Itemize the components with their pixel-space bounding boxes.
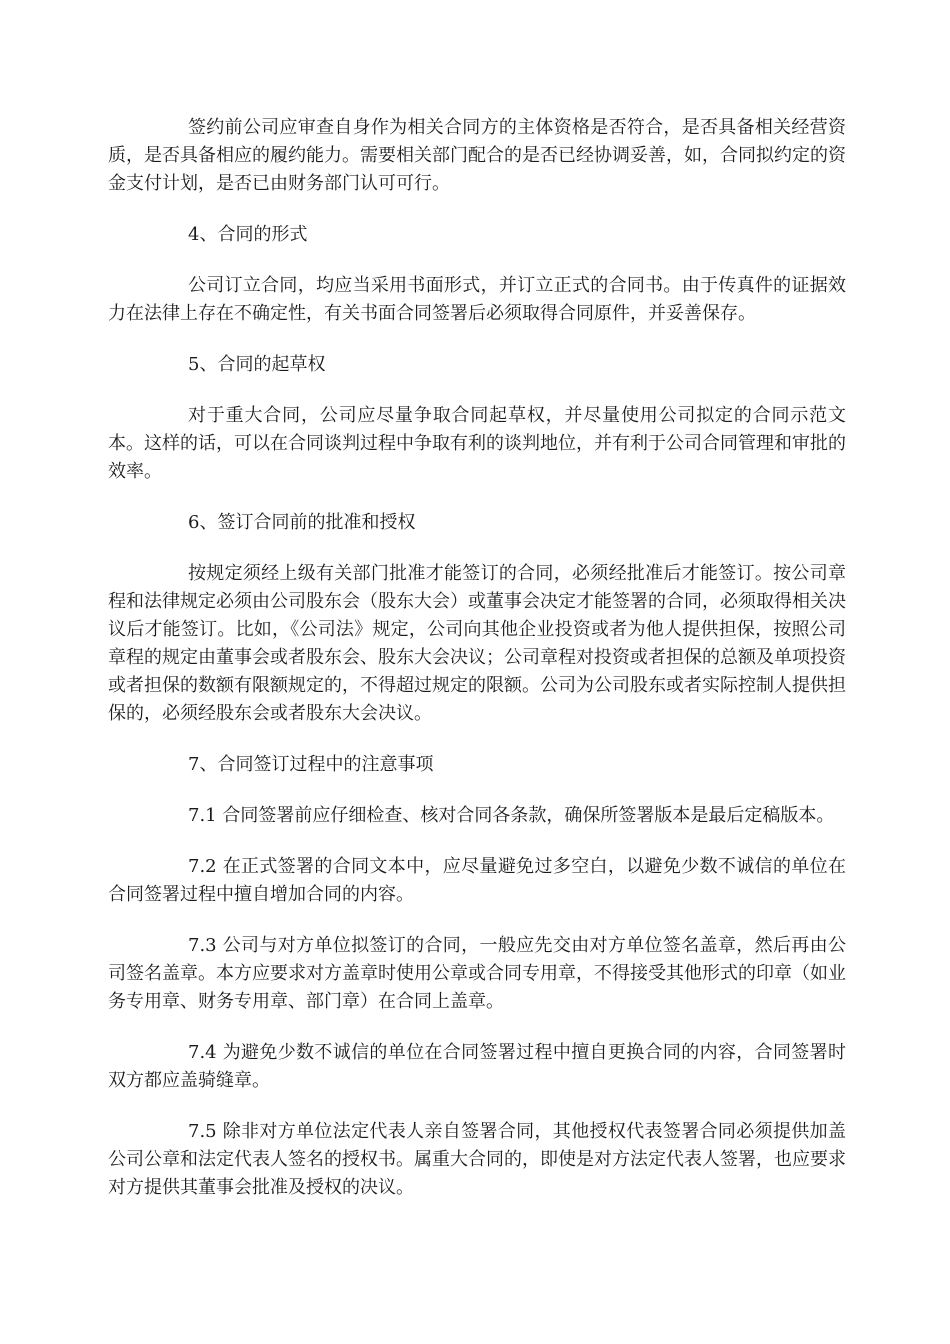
- heading-drafting-right: 5、合同的起草权: [188, 354, 326, 375]
- paragraph-approval-authorization: 按规定须经上级有关部门批准才能签订的合同，必须经批准后才能签订。按公司章程和法律规定必须由公司股东会（股东大会）或董事会决定才能签署的合同，必须取得相关决议后才能签订。比如，《公司法》规定，公司向其他企业投资或者为他人提供担保，按照公司章程的规定由董事会或者股东会、股东大会决议；公司章程对投资或者担保的总额及单项投资或者担保的数额有限额规定的，不得超过规定的限额。公司为公司股东或者实际控制人提供担保的，必须经股东会或者股东大会决议。: [108, 563, 846, 724]
- paragraph-pre-signing-review: 签约前公司应审查自身作为相关合同方的主体资格是否符合，是否具备相关经营资质，是否具备相应的履约能力。需要相关部门配合的是否已经协调妥善，如，合同拟约定的资金支付计划，是否已由财务部门认可可行。: [108, 117, 846, 194]
- document-body: [108, 114, 846, 1225]
- paragraph-note-7-3: 7.3 公司与对方单位拟签订的合同，一般应先交由对方单位签名盖章，然后再由公司签名盖章。本方应要求对方盖章时使用公章或合同专用章，不得接受其他形式的印章（如业务专用章、财务专用章、部门章）在合同上盖章。: [108, 935, 846, 1012]
- paragraph-note-7-2: 7.2 在正式签署的合同文本中，应尽量避免过多空白，以避免少数不诚信的单位在合同签署过程中擅自增加合同的内容。: [108, 856, 846, 905]
- paragraph-drafting-right: 对于重大合同，公司应尽量争取合同起草权，并尽量使用公司拟定的合同示范文本。这样的话，可以在合同谈判过程中争取有利的谈判地位，并有利于公司合同管理和审批的效率。: [108, 405, 846, 482]
- paragraph-note-7-1: 7.1 合同签署前应仔细检查、核对合同各条款，确保所签署版本是最后定稿版本。: [188, 805, 835, 826]
- heading-signing-notes: 7、合同签订过程中的注意事项: [188, 754, 434, 775]
- paragraph-contract-form: 公司订立合同，均应当采用书面形式，并订立正式的合同书。由于传真件的证据效力在法律上存在不确定性，有关书面合同签署后必须取得合同原件，并妥善保存。: [108, 275, 846, 324]
- paragraph-note-7-4: 7.4 为避免少数不诚信的单位在合同签署过程中擅自更换合同的内容，合同签署时双方都应盖骑缝章。: [108, 1042, 846, 1091]
- heading-approval-authorization: 6、签订合同前的批准和授权: [188, 512, 416, 533]
- paragraph-note-7-5: 7.5 除非对方单位法定代表人亲自签署合同，其他授权代表签署合同必须提供加盖公司公章和法定代表人签名的授权书。属重大合同的，即使是对方法定代表人签署，也应要求对方提供其董事会批准及授权的决议。: [108, 1121, 846, 1198]
- heading-contract-form: 4、合同的形式: [188, 224, 308, 245]
